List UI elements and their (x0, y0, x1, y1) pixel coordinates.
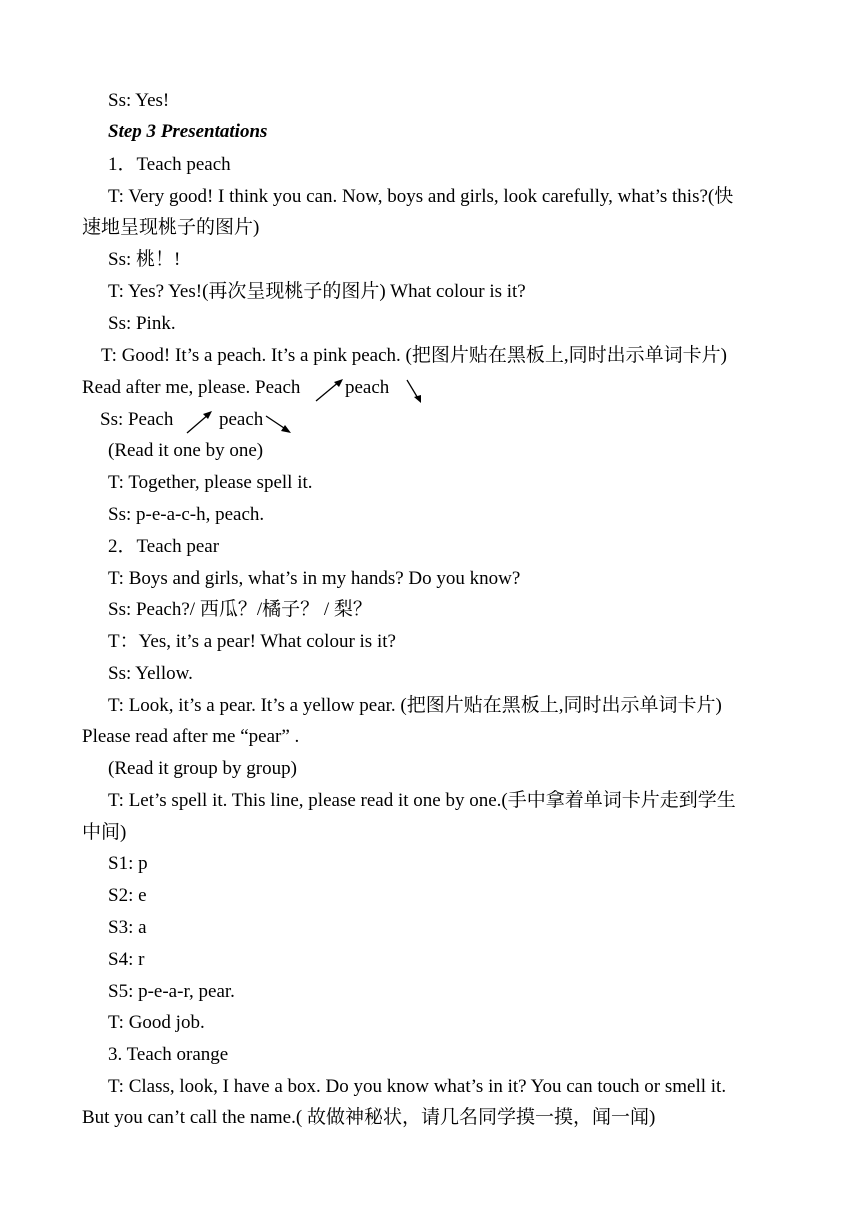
dialogue-line: S5: p-e-a-r, pear. (108, 981, 235, 1002)
dialogue-line: Ss: 桃！! (108, 249, 181, 270)
dialogue-line: Ss: Peach?/ 西瓜？/橘子？ / 梨？ (108, 599, 372, 620)
dialogue-line: S1: p (108, 853, 148, 874)
dialogue-line: T: Look, it’s a pear. It’s a yellow pear. (把图片贴在黑板上,同时出示单词卡片) (108, 695, 722, 716)
dialogue-line: T: Good! It’s a peach. It’s a pink peach. (把图片贴在黑板上,同时出示单词卡片) (101, 345, 727, 366)
dialogue-line: S2: e (108, 885, 147, 906)
dialogue-line: Ss: Peach (100, 409, 174, 430)
dialogue-line: S4: r (108, 949, 145, 970)
dialogue-line: Ss: p-e-a-c-h, peach. (108, 504, 265, 525)
word-peach: peach (219, 409, 264, 430)
stage-direction: (Read it one by one) (108, 440, 264, 461)
dialogue-line: T: Boys and girls, what’s in my hands? Do you know? (108, 568, 521, 589)
dialogue-line: T: Class, look, I have a box. Do you know what’s in it? You can touch or smell it. (108, 1076, 727, 1097)
section-heading: Step 3 Presentations (108, 121, 268, 142)
subsection-heading: 3. Teach orange (108, 1044, 229, 1065)
dialogue-line: Ss: Yellow. (108, 663, 193, 684)
dialogue-line: Ss: Pink. (108, 313, 176, 334)
dialogue-line: T: Yes? Yes!(再次呈现桃子的图片) What colour is it? (108, 281, 526, 302)
word-peach: peach (345, 377, 390, 398)
dialogue-line: T: Together, please spell it. (108, 472, 313, 493)
dialogue-line-continued: Read after me, please. Peach (82, 377, 301, 398)
falling-intonation-arrow (264, 414, 294, 436)
dialogue-line: T: Let’s spell it. This line, please read it one by one.(手中拿着单词卡片走到学生 (108, 790, 736, 811)
dialogue-line: Ss: Yes! (108, 90, 170, 111)
dialogue-line: T: Good job. (108, 1012, 205, 1033)
stage-direction: (Read it group by group) (108, 758, 297, 779)
falling-intonation-arrow (405, 378, 425, 406)
dialogue-line-continued: But you can’t call the name.( 故做神秘状，请几名同学摸一摸，闻一闻) (82, 1107, 656, 1128)
subsection-heading: 1．Teach peach (108, 154, 231, 175)
dialogue-line-continued: 中间) (82, 822, 127, 843)
dialogue-line: S3: a (108, 917, 147, 938)
rising-intonation-arrow (314, 378, 346, 404)
dialogue-line: T：Yes, it’s a pear! What colour is it? (108, 631, 396, 652)
rising-intonation-arrow (185, 410, 215, 436)
subsection-heading: 2．Teach pear (108, 536, 220, 557)
dialogue-line-continued: Please read after me “pear” . (82, 726, 300, 747)
dialogue-line: T: Very good! I think you can. Now, boys and girls, look carefully, what’s this?(快 (108, 186, 734, 207)
dialogue-line-continued: 速地呈现桃子的图片) (82, 217, 260, 238)
